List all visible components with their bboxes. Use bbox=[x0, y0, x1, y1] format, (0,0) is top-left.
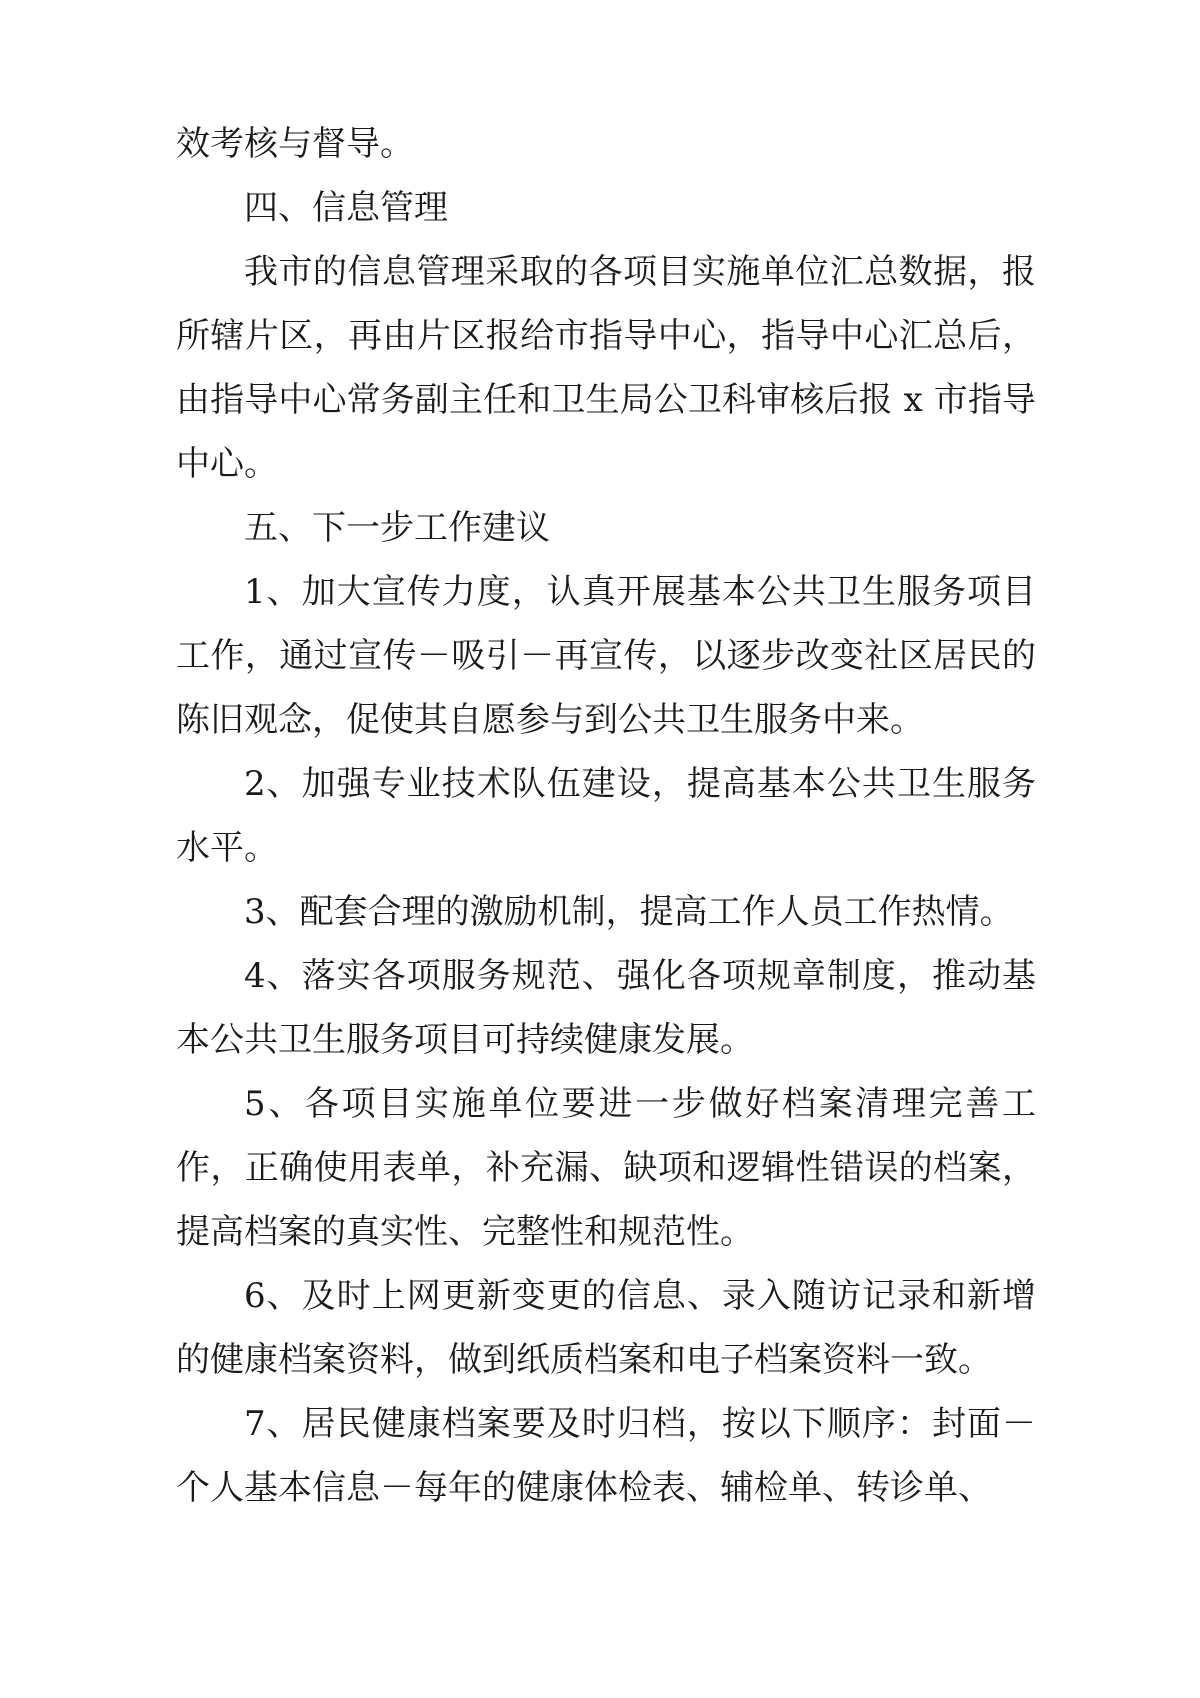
suggestion-item-4: 4、落实各项服务规范、强化各项规章制度，推动基本公共卫生服务项目可持续健康发展。 bbox=[176, 956, 1036, 1060]
suggestion-item-6: 6、及时上网更新变更的信息、录入随访记录和新增的健康档案资料，做到纸质档案和电子档案资料一致。 bbox=[176, 1276, 1036, 1380]
suggestion-item-2: 2、加强专业技术队伍建设，提高基本公共卫生服务水平。 bbox=[176, 764, 1036, 868]
paragraph-information-management: 我市的信息管理采取的各项目实施单位汇总数据，报所辖片区，再由片区报给市指导中心，指导中心汇总后，由指导中心常务副主任和卫生局公卫科审核后报 x 市指导中心。 bbox=[176, 252, 1036, 484]
section-heading-next-steps: 五、下一步工作建议 bbox=[244, 508, 550, 548]
suggestion-item-3: 3、配套合理的激励机制，提高工作人员工作热情。 bbox=[244, 892, 1014, 932]
paragraph-continuation: 效考核与督导。 bbox=[176, 124, 414, 164]
section-heading-information-management: 四、信息管理 bbox=[244, 188, 448, 228]
suggestion-item-7: 7、居民健康档案要及时归档，按以下顺序：封面－个人基本信息－每年的健康体检表、辅检单、转诊单、 bbox=[176, 1404, 1036, 1508]
suggestion-item-5: 5、各项目实施单位要进一步做好档案清理完善工作，正确使用表单，补充漏、缺项和逻辑性错误的档案，提高档案的真实性、完整性和规范性。 bbox=[176, 1084, 1036, 1252]
suggestion-item-1: 1、加大宣传力度，认真开展基本公共卫生服务项目工作，通过宣传－吸引－再宣传，以逐步改变社区居民的陈旧观念，促使其自愿参与到公共卫生服务中来。 bbox=[176, 572, 1036, 740]
document-body bbox=[176, 112, 1036, 1520]
